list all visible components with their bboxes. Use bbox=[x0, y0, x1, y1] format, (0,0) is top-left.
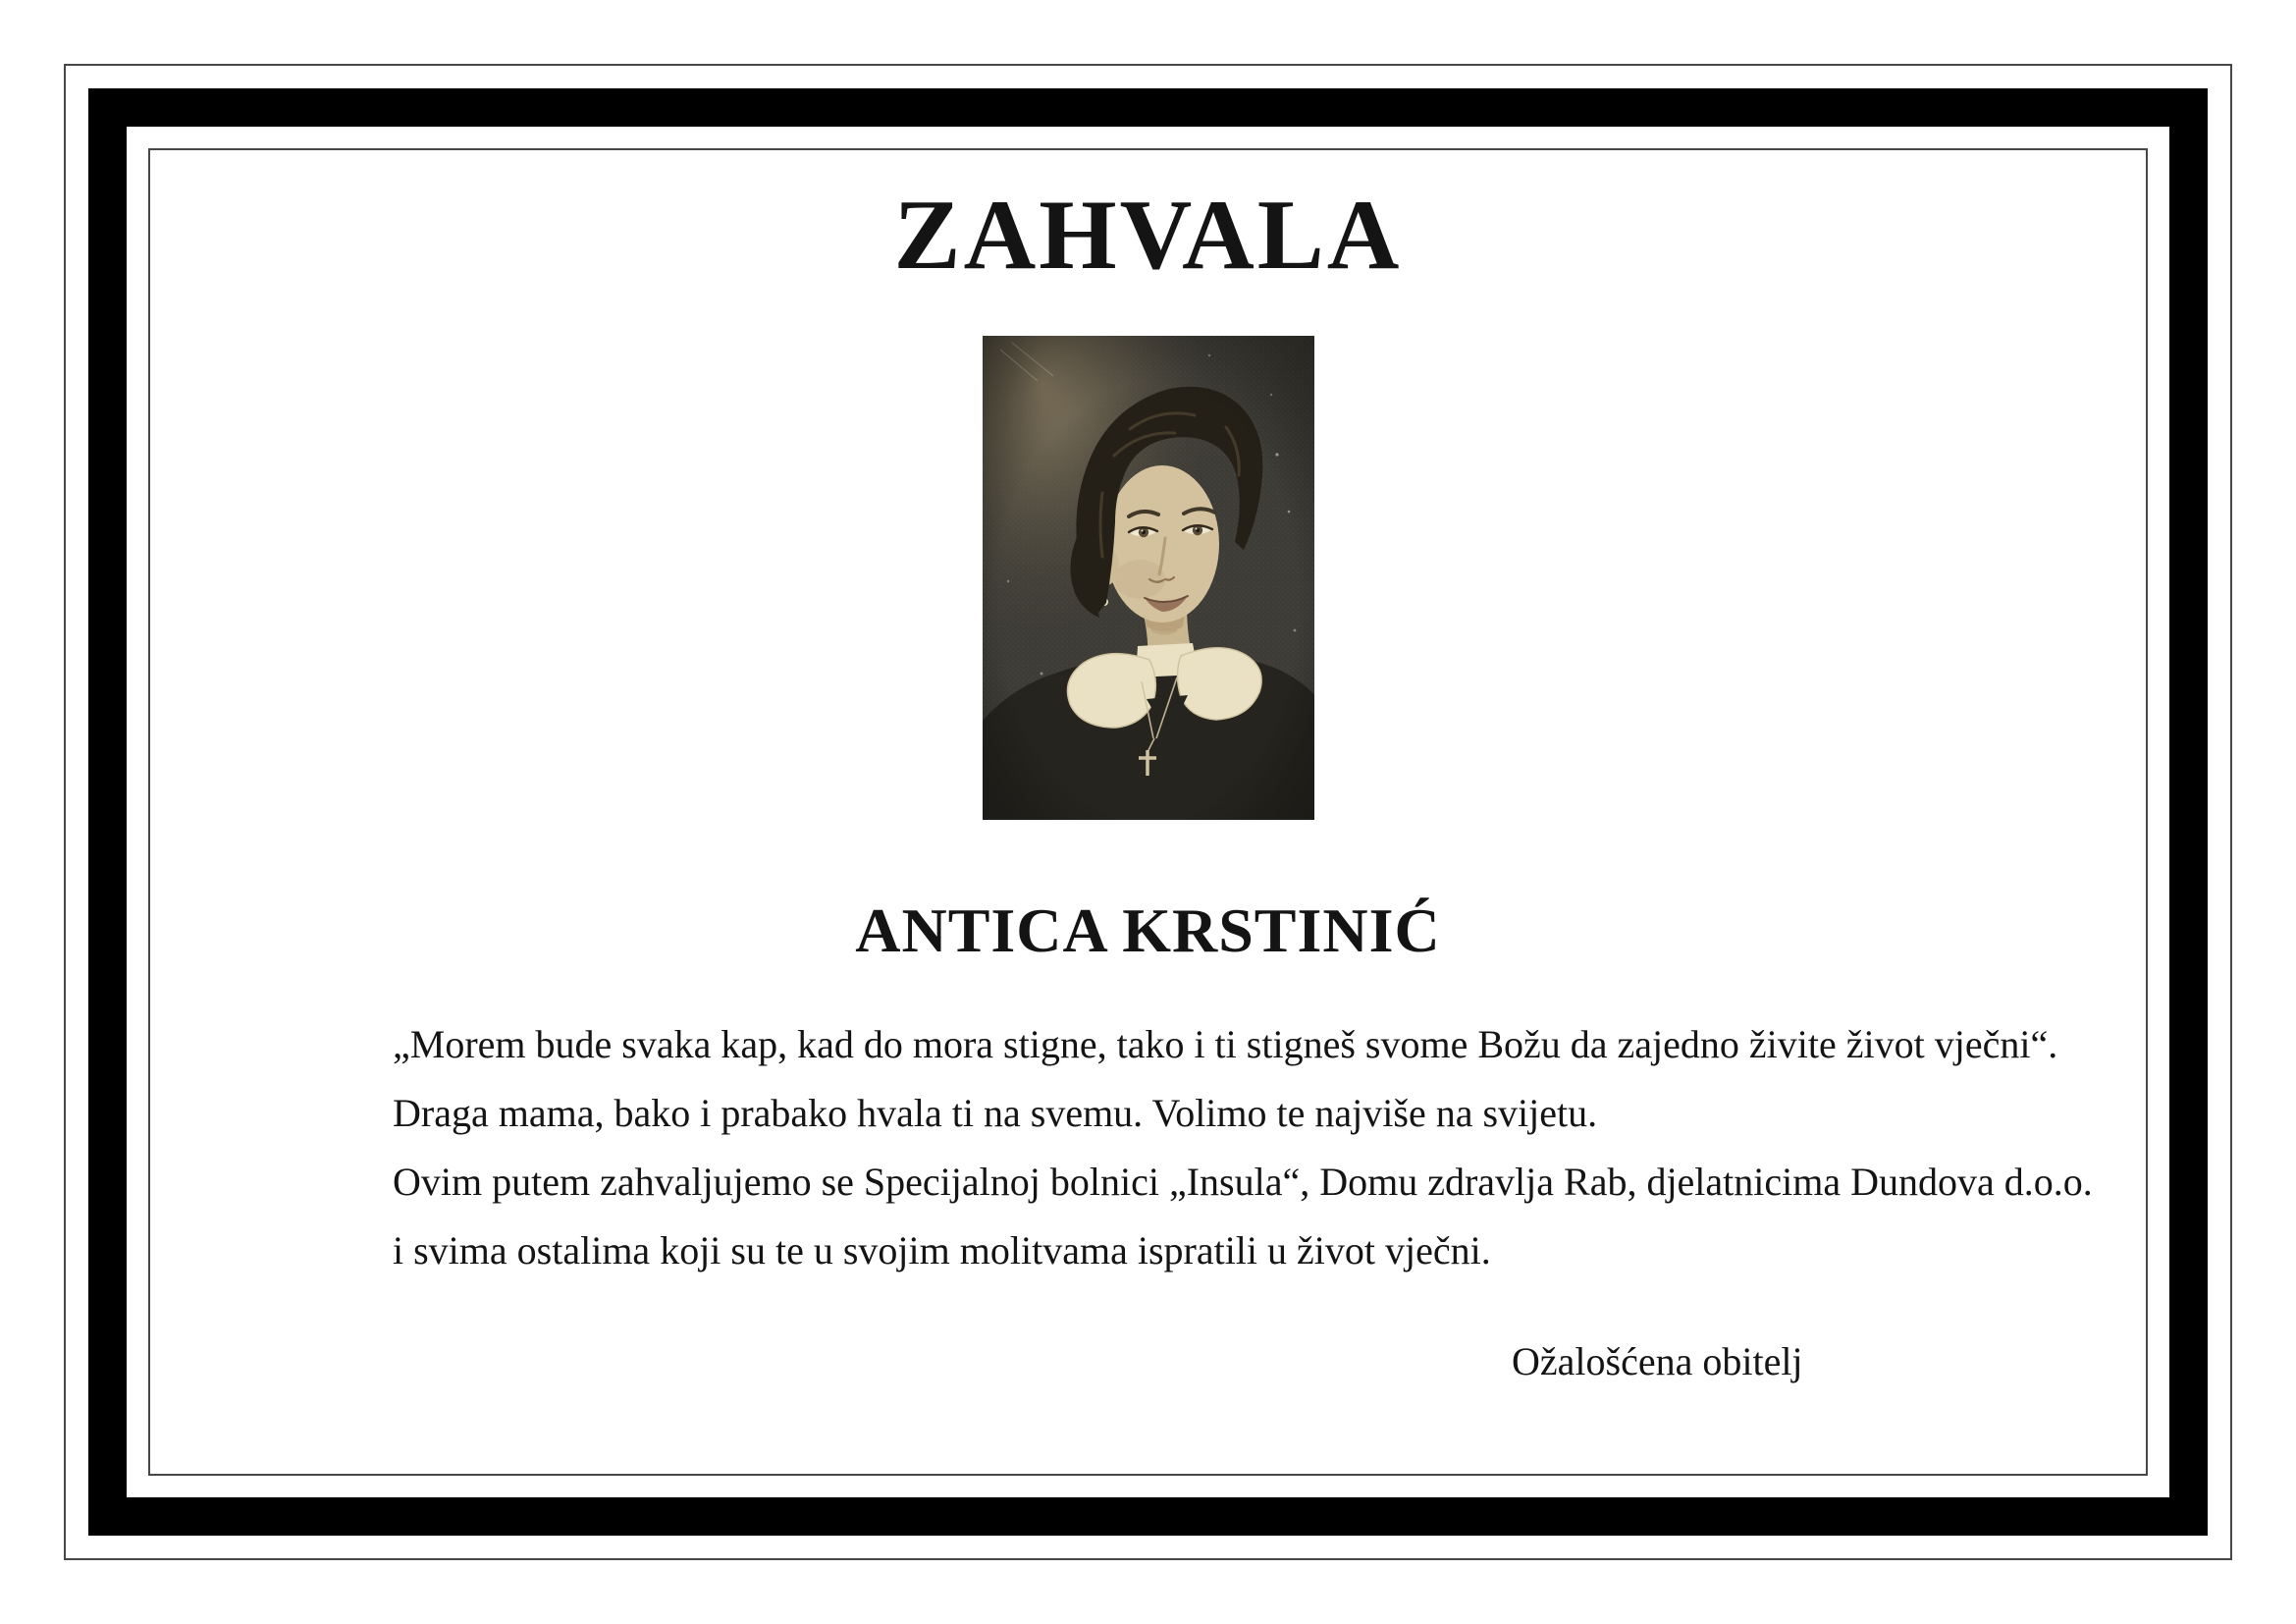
notice-body bbox=[151, 1010, 2145, 1285]
notice-title: ZAHVALA bbox=[893, 180, 1403, 291]
deceased-name: ANTICA KRSTINIĆ bbox=[855, 895, 1441, 965]
portrait-photo bbox=[983, 336, 1314, 820]
portrait-photo-graphic bbox=[983, 336, 1314, 820]
family-message-line: Draga mama, bako i prabako hvala ti na svemu. Volimo te najviše na svijetu. bbox=[393, 1091, 1598, 1135]
thanks-line-1: Ovim putem zahvaljujemo se Specijalnoj bolnici „Insula“, Domu zdravlja Rab, djelatnicima Dundova d.o.o. bbox=[393, 1160, 2093, 1204]
thanks-line-2: i svima ostalima koji su te u svojim molitvama ispratili u život vječni. bbox=[393, 1228, 1491, 1272]
notice-content bbox=[151, 151, 2145, 1473]
quote-line: „Morem bude svaka kap, kad do mora stigne, tako i ti stigneš svome Božu da zajedno živite život vječni“. bbox=[393, 1022, 2058, 1066]
signoff-text: Ožalošćena obitelj bbox=[1512, 1339, 1803, 1383]
